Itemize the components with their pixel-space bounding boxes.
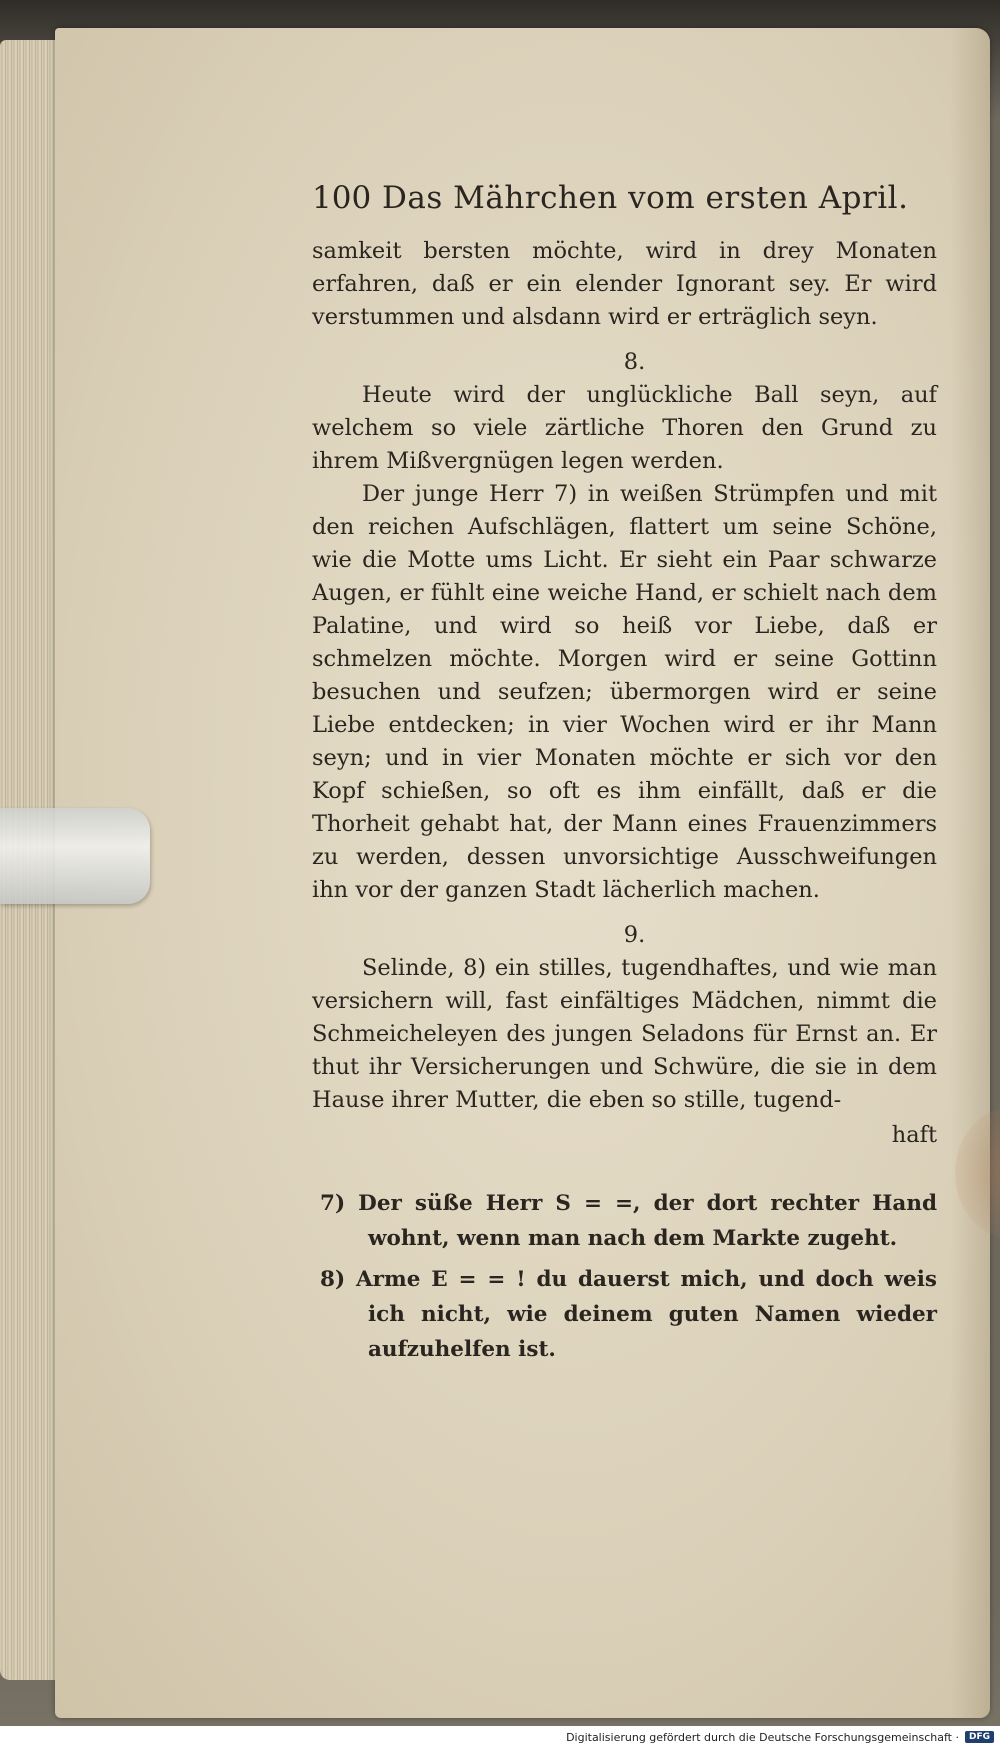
section-number-9: 9. bbox=[623, 922, 646, 948]
paper-stain bbox=[955, 1108, 1000, 1238]
catchword: haft bbox=[891, 1122, 937, 1148]
dfg-logo-badge: DFG bbox=[965, 1731, 994, 1743]
running-head bbox=[312, 182, 937, 215]
footnote-8: 8) Arme E = = ! du dauerst mich, und doch weis ich nicht, wie deinem guten Namen wieder aufzuhelfen ist. bbox=[320, 1267, 937, 1362]
paragraph-ball: Heute wird der unglückliche Ball seyn, auf welchem so viele zärtliche Thoren den Grund zu ihrem Mißvergnügen legen werden. bbox=[312, 382, 937, 474]
paragraph-selinde: Selinde, 8) ein stilles, tugendhaftes, und wie man versichern will, fast einfältiges Mädchen, nimmt die Schmeicheleyen des jungen Seladons für Ernst an. Er thut ihr Versicherungen und Schwüre, die sie in dem Hause ihrer Mutter, die eben so stille, tugend- bbox=[312, 955, 937, 1113]
section-number-8: 8. bbox=[623, 349, 646, 375]
running-title: Das Mährchen vom ersten April. bbox=[382, 180, 909, 216]
digitization-footer bbox=[0, 1726, 1000, 1748]
paragraph-young-gentleman: Der junge Herr 7) in weißen Strümpfen und mit den reichen Aufschlägen, flattert um seine Schöne, wie die Motte ums Licht. Er sieht ein Paar schwarze Augen, er fühlt eine weiche Hand, er schielt nach dem Palatine, und wird so heiß vor Liebe, daß er schmelzen möchte. Morgen wird er seine Gottinn besuchen und seufzen; übermorgen wird er seine Liebe entdecken; in vier Wochen wird er ihr Mann seyn; und in vier Monaten möchte er sich vor den Kopf schießen, so oft es ihm einfällt, daß er die Thorheit gehabt hat, der Mann eines Frauenzimmers zu werden, dessen unvorsichtige Ausschweifungen ihn vor der ganzen Stadt lächerlich machen. bbox=[312, 481, 937, 903]
paragraph-continued: samkeit bersten möchte, wird in drey Monaten erfahren, daß er ein elender Ignorant sey. Er wird verstummen und alsdann wird er erträglich seyn. bbox=[312, 238, 937, 330]
bookmark-clip bbox=[0, 808, 150, 904]
page-number: 100 bbox=[312, 180, 372, 216]
footnote-7: 7) Der süße Herr S = =, der dort rechter Hand wohnt, wenn man nach dem Markte zugeht. bbox=[320, 1191, 937, 1251]
funding-credit: Digitalisierung gefördert durch die Deutsche Forschungsgemeinschaft · bbox=[566, 1730, 959, 1744]
page-text bbox=[312, 182, 937, 1373]
footnotes bbox=[312, 1186, 937, 1367]
